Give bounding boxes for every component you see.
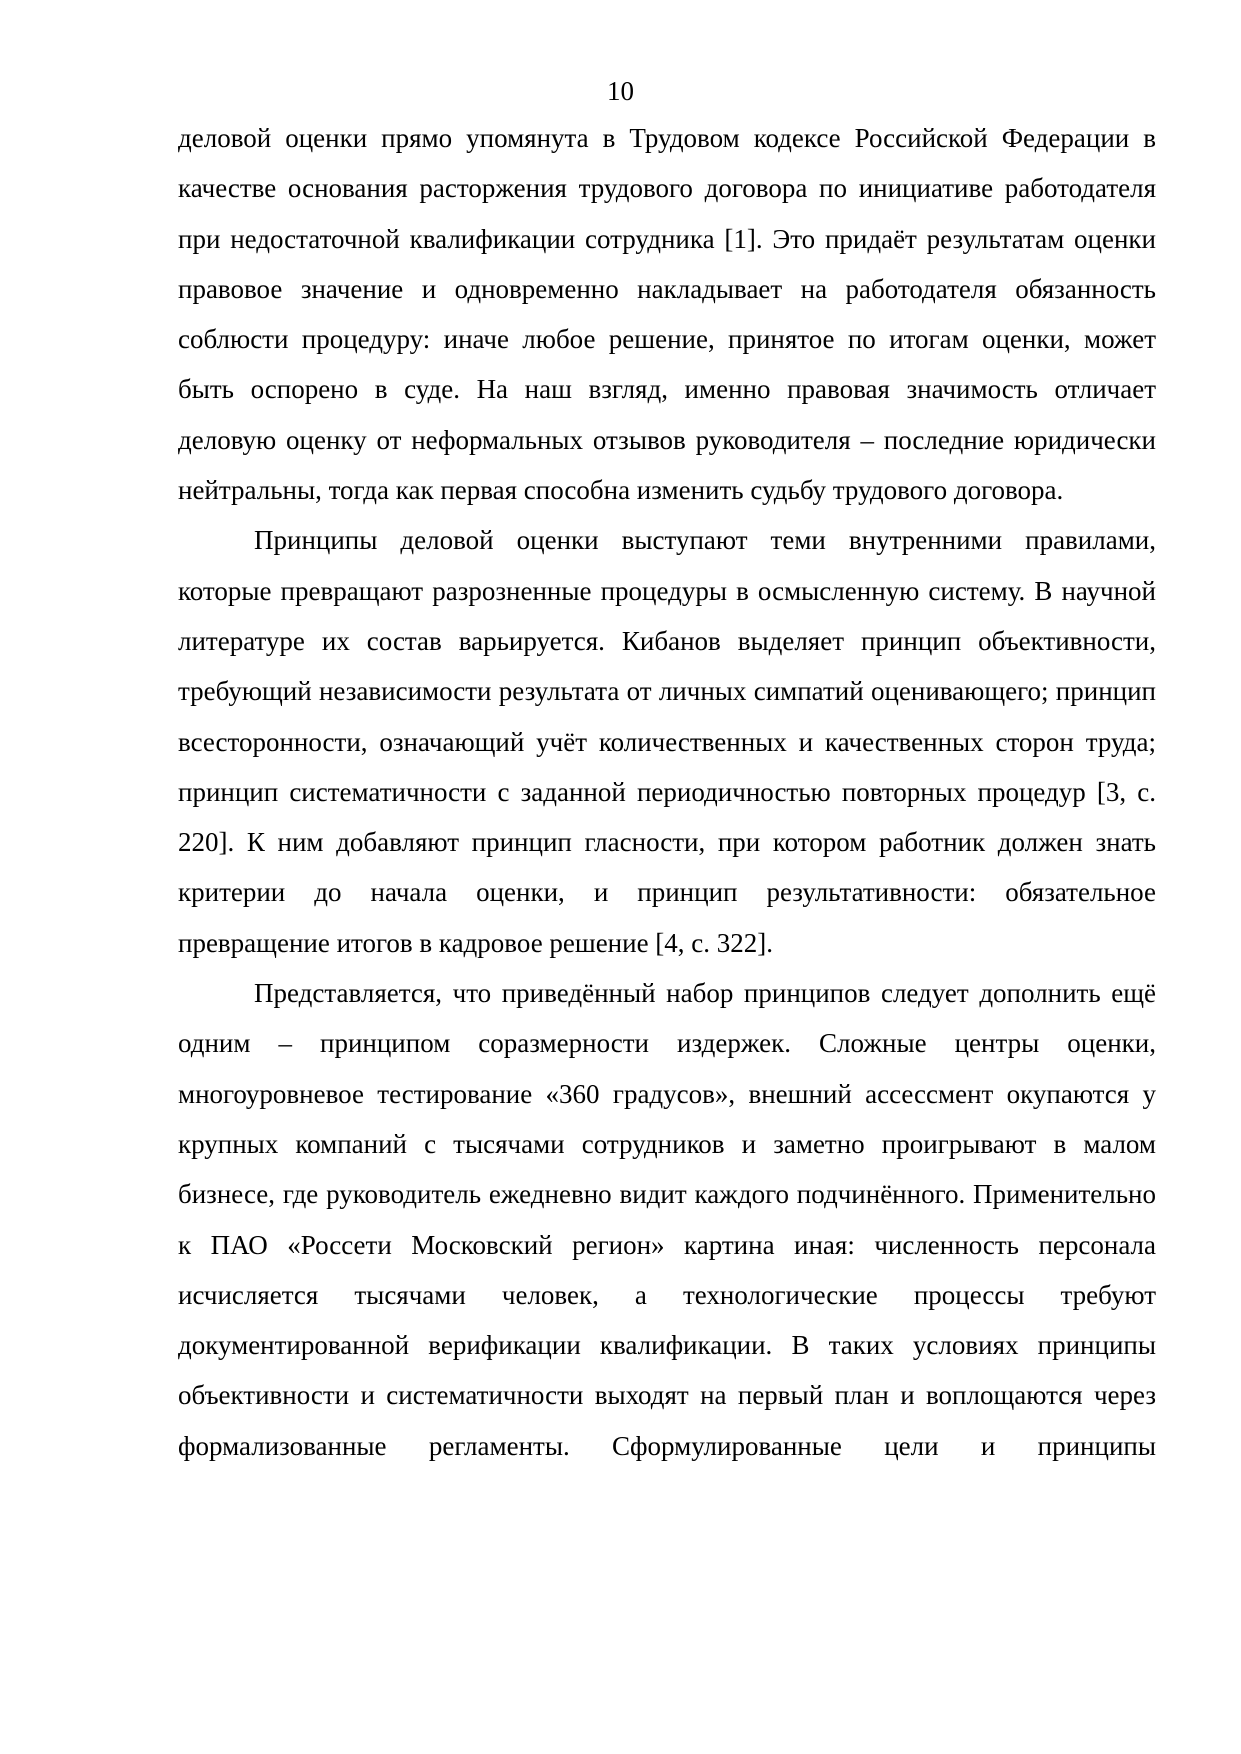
body-text bbox=[178, 113, 1156, 1471]
paragraph-proportionality: Представляется, что приведённый набор принципов следует дополнить ещё одним – принципом соразмерности издержек. Сложные центры оценки, многоуровневое тестирование «360 градусов», внешний ассессмент окупаются у крупных компаний с тысячами сотрудников и заметно проигрывают в малом бизнесе, где руководитель ежедневно видит каждого подчинённого. Применительно к ПАО «Россети Московский регион» картина иная: численность персонала исчисляется тысячами человек, а технологические процессы требуют документированной верификации квалификации. В таких условиях принципы объективности и систематичности выходят на первый план и воплощаются через формализованные регламенты. Сформулированные цели и принципы bbox=[178, 978, 1156, 1461]
paragraph-principles: Принципы деловой оценки выступают теми внутренними правилами, которые превращают разрозненные процедуры в осмысленную систему. В научной литературе их состав варьируется. Кибанов выделяет принцип объективности, требующий независимости результата от личных симпатий оценивающего; принцип всесторонности, означающий учёт количественных и качественных сторон труда; принцип систематичности с заданной периодичностью повторных процедур [3, с. 220]. К ним добавляют принцип гласности, при котором работник должен знать критерии до начала оценки, и принцип результативности: обязательное превращение итогов в кадровое решение [4, с. 322]. bbox=[178, 525, 1156, 958]
paragraph-continued: деловой оценки прямо упомянута в Трудовом кодексе Российской Федерации в качестве основания расторжения трудового договора по инициативе работодателя при недостаточной квалификации сотрудника [1]. Это придаёт результатам оценки правовое значение и одновременно накладывает на работодателя обязанность соблюсти процедуру: иначе любое решение, принятое по итогам оценки, может быть оспорено в суде. На наш взгляд, именно правовая значимость отличает деловую оценку от неформальных отзывов руководителя – последние юридически нейтральны, тогда как первая способна изменить судьбу трудового договора. bbox=[178, 123, 1156, 506]
page-number: 10 bbox=[607, 76, 634, 106]
